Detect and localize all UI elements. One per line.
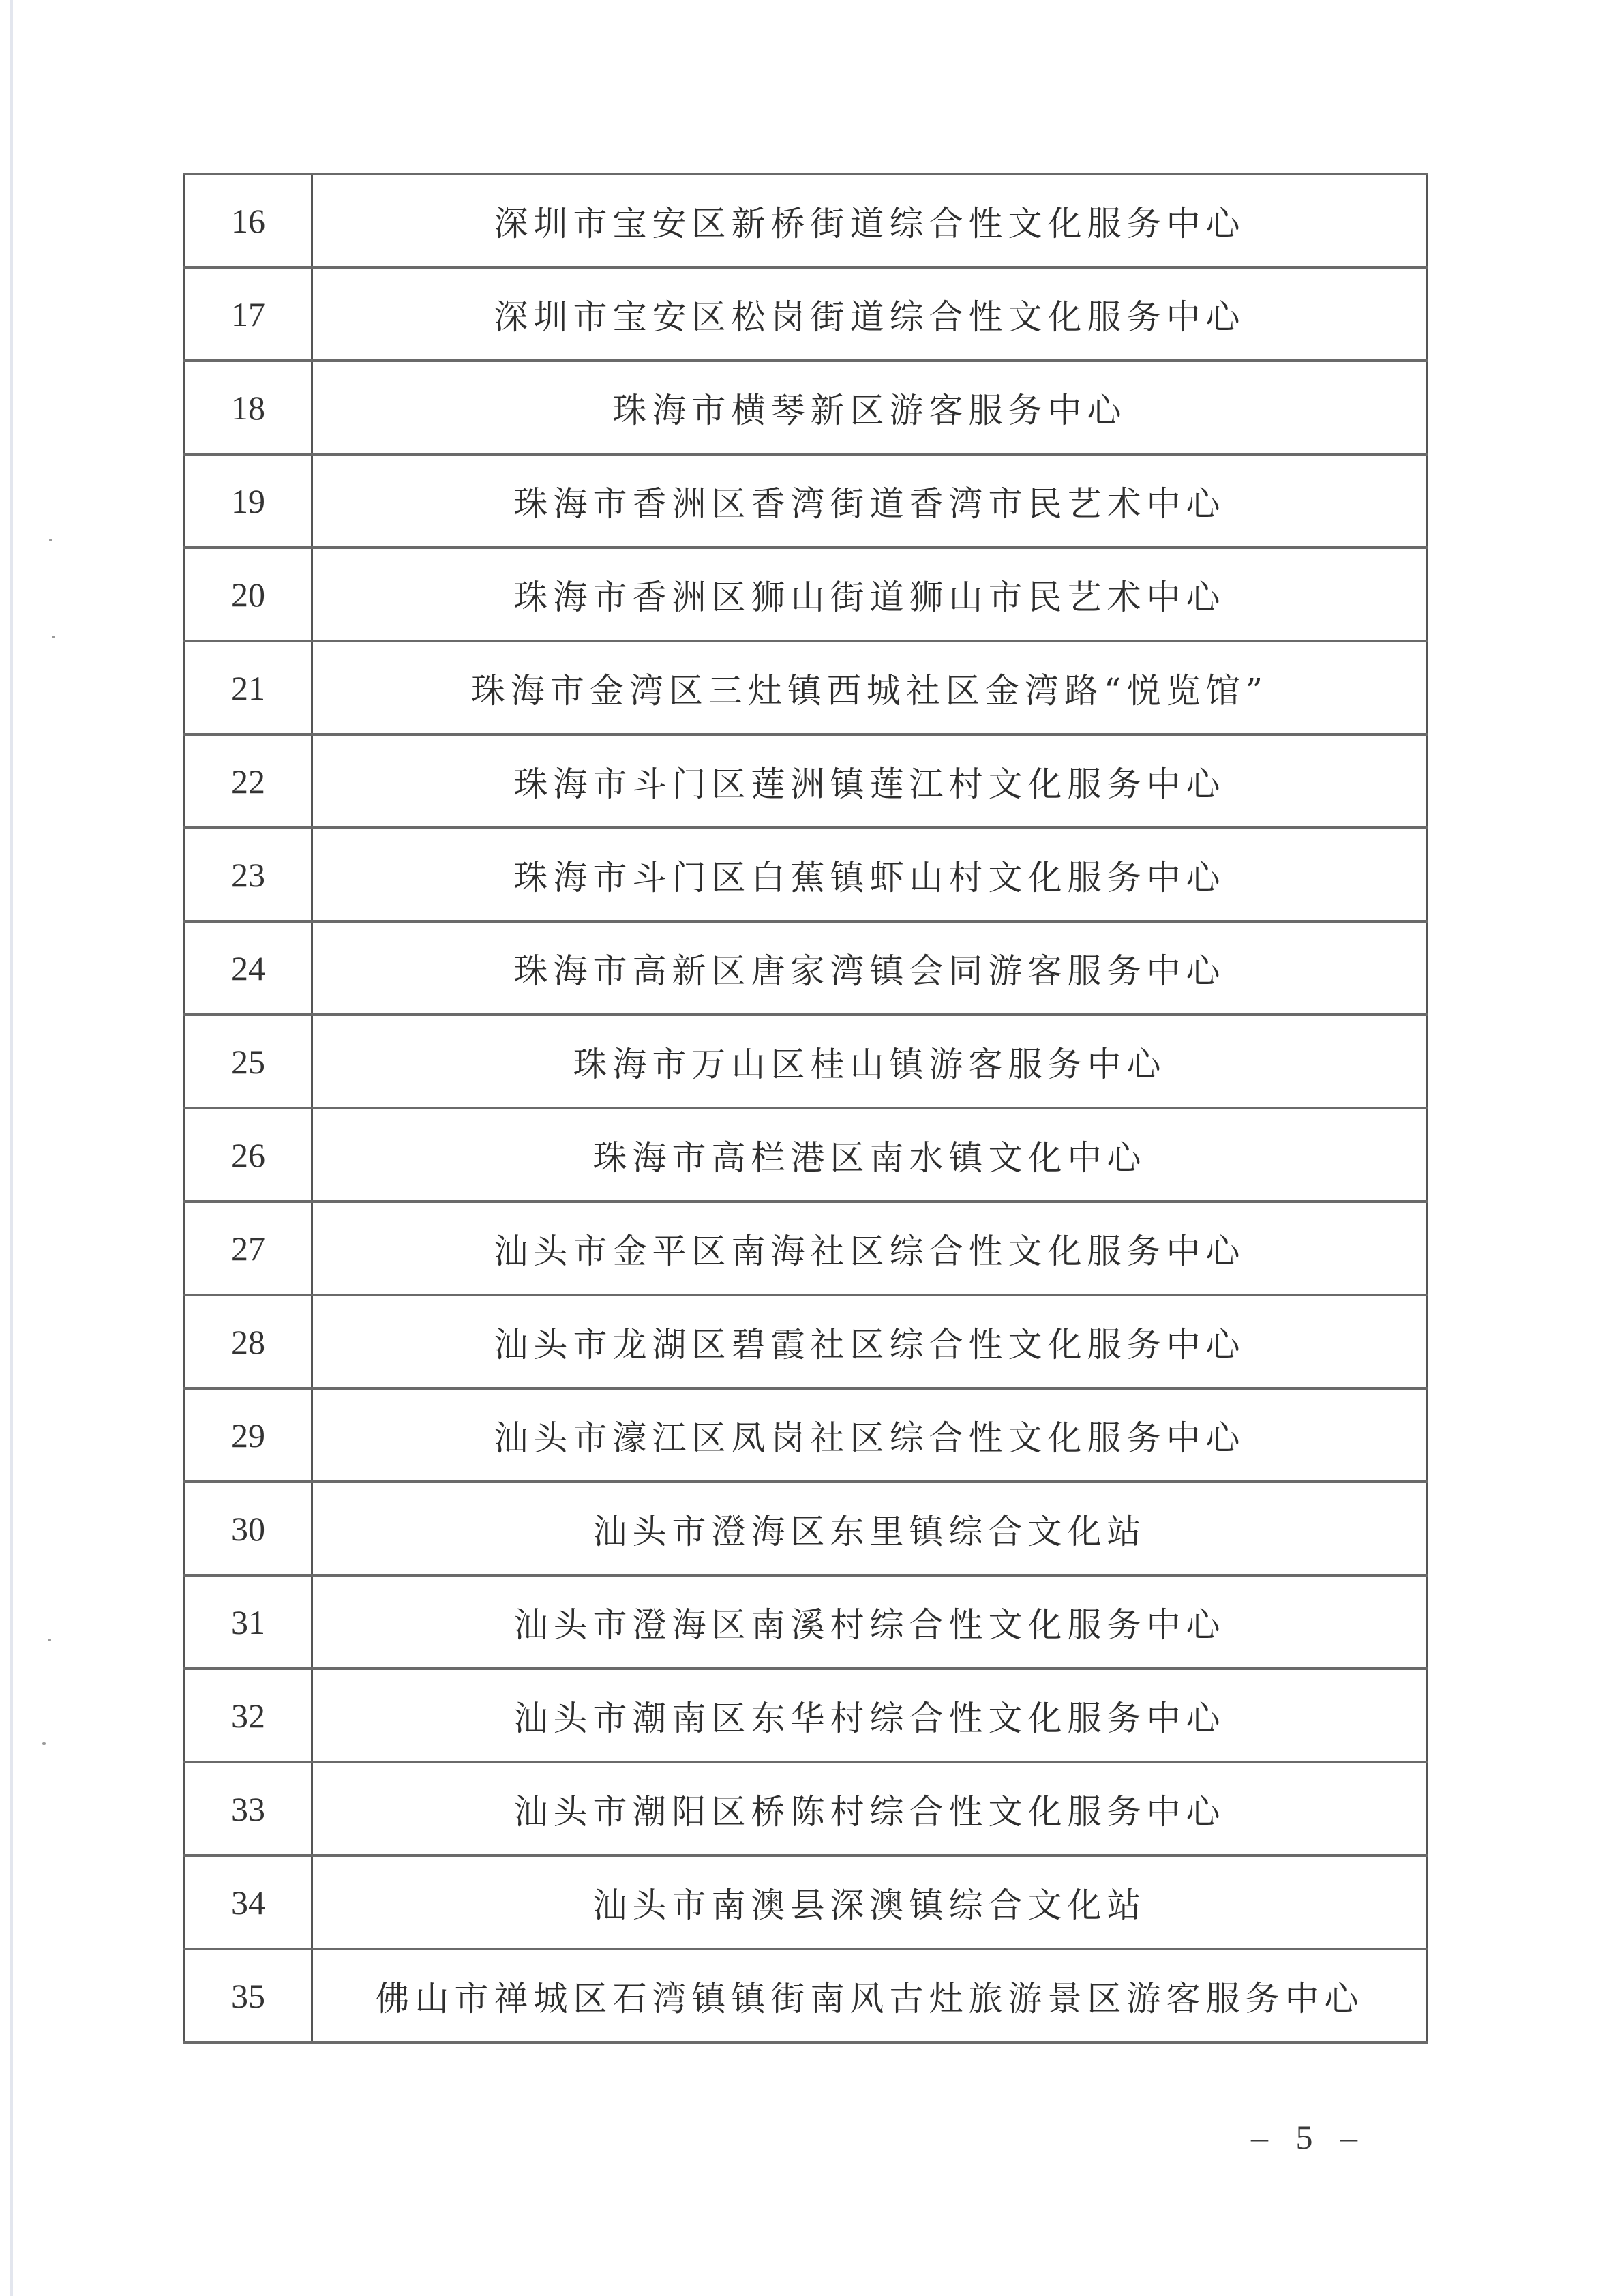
table-row bbox=[185, 1575, 1428, 1669]
institution-name: 汕头市澄海区南溪村综合性文化服务中心 bbox=[312, 1575, 1428, 1669]
table-row bbox=[185, 174, 1428, 267]
table-row bbox=[185, 1855, 1428, 1949]
table-row bbox=[185, 454, 1428, 548]
row-number: 31 bbox=[185, 1575, 312, 1669]
row-number: 23 bbox=[185, 828, 312, 921]
row-number: 20 bbox=[185, 548, 312, 641]
table-row bbox=[185, 1295, 1428, 1388]
institution-name: 珠海市斗门区莲洲镇莲江村文化服务中心 bbox=[312, 734, 1428, 828]
table-row bbox=[185, 1762, 1428, 1855]
institution-name: 汕头市南澳县深澳镇综合文化站 bbox=[312, 1855, 1428, 1949]
institution-name: 珠海市香洲区香湾街道香湾市民艺术中心 bbox=[312, 454, 1428, 548]
row-number: 30 bbox=[185, 1482, 312, 1575]
institution-list-table bbox=[183, 173, 1428, 2044]
institution-list-table-wrapper bbox=[183, 173, 1428, 2044]
institution-name: 珠海市斗门区白蕉镇虾山村文化服务中心 bbox=[312, 828, 1428, 921]
scan-speck bbox=[52, 636, 55, 638]
row-number: 29 bbox=[185, 1388, 312, 1482]
institution-name: 珠海市金湾区三灶镇西城社区金湾路“悦览馆” bbox=[312, 641, 1428, 734]
row-number: 27 bbox=[185, 1202, 312, 1295]
page-number: – 5 – bbox=[1251, 2118, 1367, 2156]
table-row bbox=[185, 1015, 1428, 1108]
institution-name: 珠海市高新区唐家湾镇会同游客服务中心 bbox=[312, 921, 1428, 1015]
table-row bbox=[185, 361, 1428, 454]
institution-name: 珠海市万山区桂山镇游客服务中心 bbox=[312, 1015, 1428, 1108]
row-number: 16 bbox=[185, 174, 312, 267]
table-row bbox=[185, 267, 1428, 361]
scan-speck bbox=[42, 1742, 46, 1745]
row-number: 24 bbox=[185, 921, 312, 1015]
institution-name: 珠海市高栏港区南水镇文化中心 bbox=[312, 1108, 1428, 1202]
row-number: 17 bbox=[185, 267, 312, 361]
institution-name: 汕头市潮南区东华村综合性文化服务中心 bbox=[312, 1669, 1428, 1762]
row-number: 25 bbox=[185, 1015, 312, 1108]
row-number: 18 bbox=[185, 361, 312, 454]
scan-speck bbox=[48, 1639, 51, 1641]
table-row bbox=[185, 1482, 1428, 1575]
institution-name: 珠海市横琴新区游客服务中心 bbox=[312, 361, 1428, 454]
row-number: 21 bbox=[185, 641, 312, 734]
table-row bbox=[185, 828, 1428, 921]
scan-edge bbox=[10, 0, 13, 2296]
row-number: 22 bbox=[185, 734, 312, 828]
table-row bbox=[185, 1669, 1428, 1762]
table-row bbox=[185, 1202, 1428, 1295]
institution-name: 珠海市香洲区狮山街道狮山市民艺术中心 bbox=[312, 548, 1428, 641]
institution-name: 汕头市龙湖区碧霞社区综合性文化服务中心 bbox=[312, 1295, 1428, 1388]
table-row bbox=[185, 641, 1428, 734]
institution-name: 汕头市濠江区凤岗社区综合性文化服务中心 bbox=[312, 1388, 1428, 1482]
row-number: 28 bbox=[185, 1295, 312, 1388]
table-row bbox=[185, 734, 1428, 828]
row-number: 35 bbox=[185, 1949, 312, 2042]
row-number: 34 bbox=[185, 1855, 312, 1949]
institution-name: 汕头市潮阳区桥陈村综合性文化服务中心 bbox=[312, 1762, 1428, 1855]
institution-name: 深圳市宝安区松岗街道综合性文化服务中心 bbox=[312, 267, 1428, 361]
table-row bbox=[185, 548, 1428, 641]
scan-speck bbox=[49, 539, 52, 541]
institution-name: 汕头市澄海区东里镇综合文化站 bbox=[312, 1482, 1428, 1575]
row-number: 19 bbox=[185, 454, 312, 548]
institution-name: 汕头市金平区南海社区综合性文化服务中心 bbox=[312, 1202, 1428, 1295]
table-row bbox=[185, 1108, 1428, 1202]
table-row bbox=[185, 921, 1428, 1015]
table-row bbox=[185, 1388, 1428, 1482]
table-body bbox=[185, 174, 1428, 2042]
row-number: 32 bbox=[185, 1669, 312, 1762]
table-row bbox=[185, 1949, 1428, 2042]
row-number: 26 bbox=[185, 1108, 312, 1202]
row-number: 33 bbox=[185, 1762, 312, 1855]
institution-name: 深圳市宝安区新桥街道综合性文化服务中心 bbox=[312, 174, 1428, 267]
institution-name: 佛山市禅城区石湾镇镇街南风古灶旅游景区游客服务中心 bbox=[312, 1949, 1428, 2042]
